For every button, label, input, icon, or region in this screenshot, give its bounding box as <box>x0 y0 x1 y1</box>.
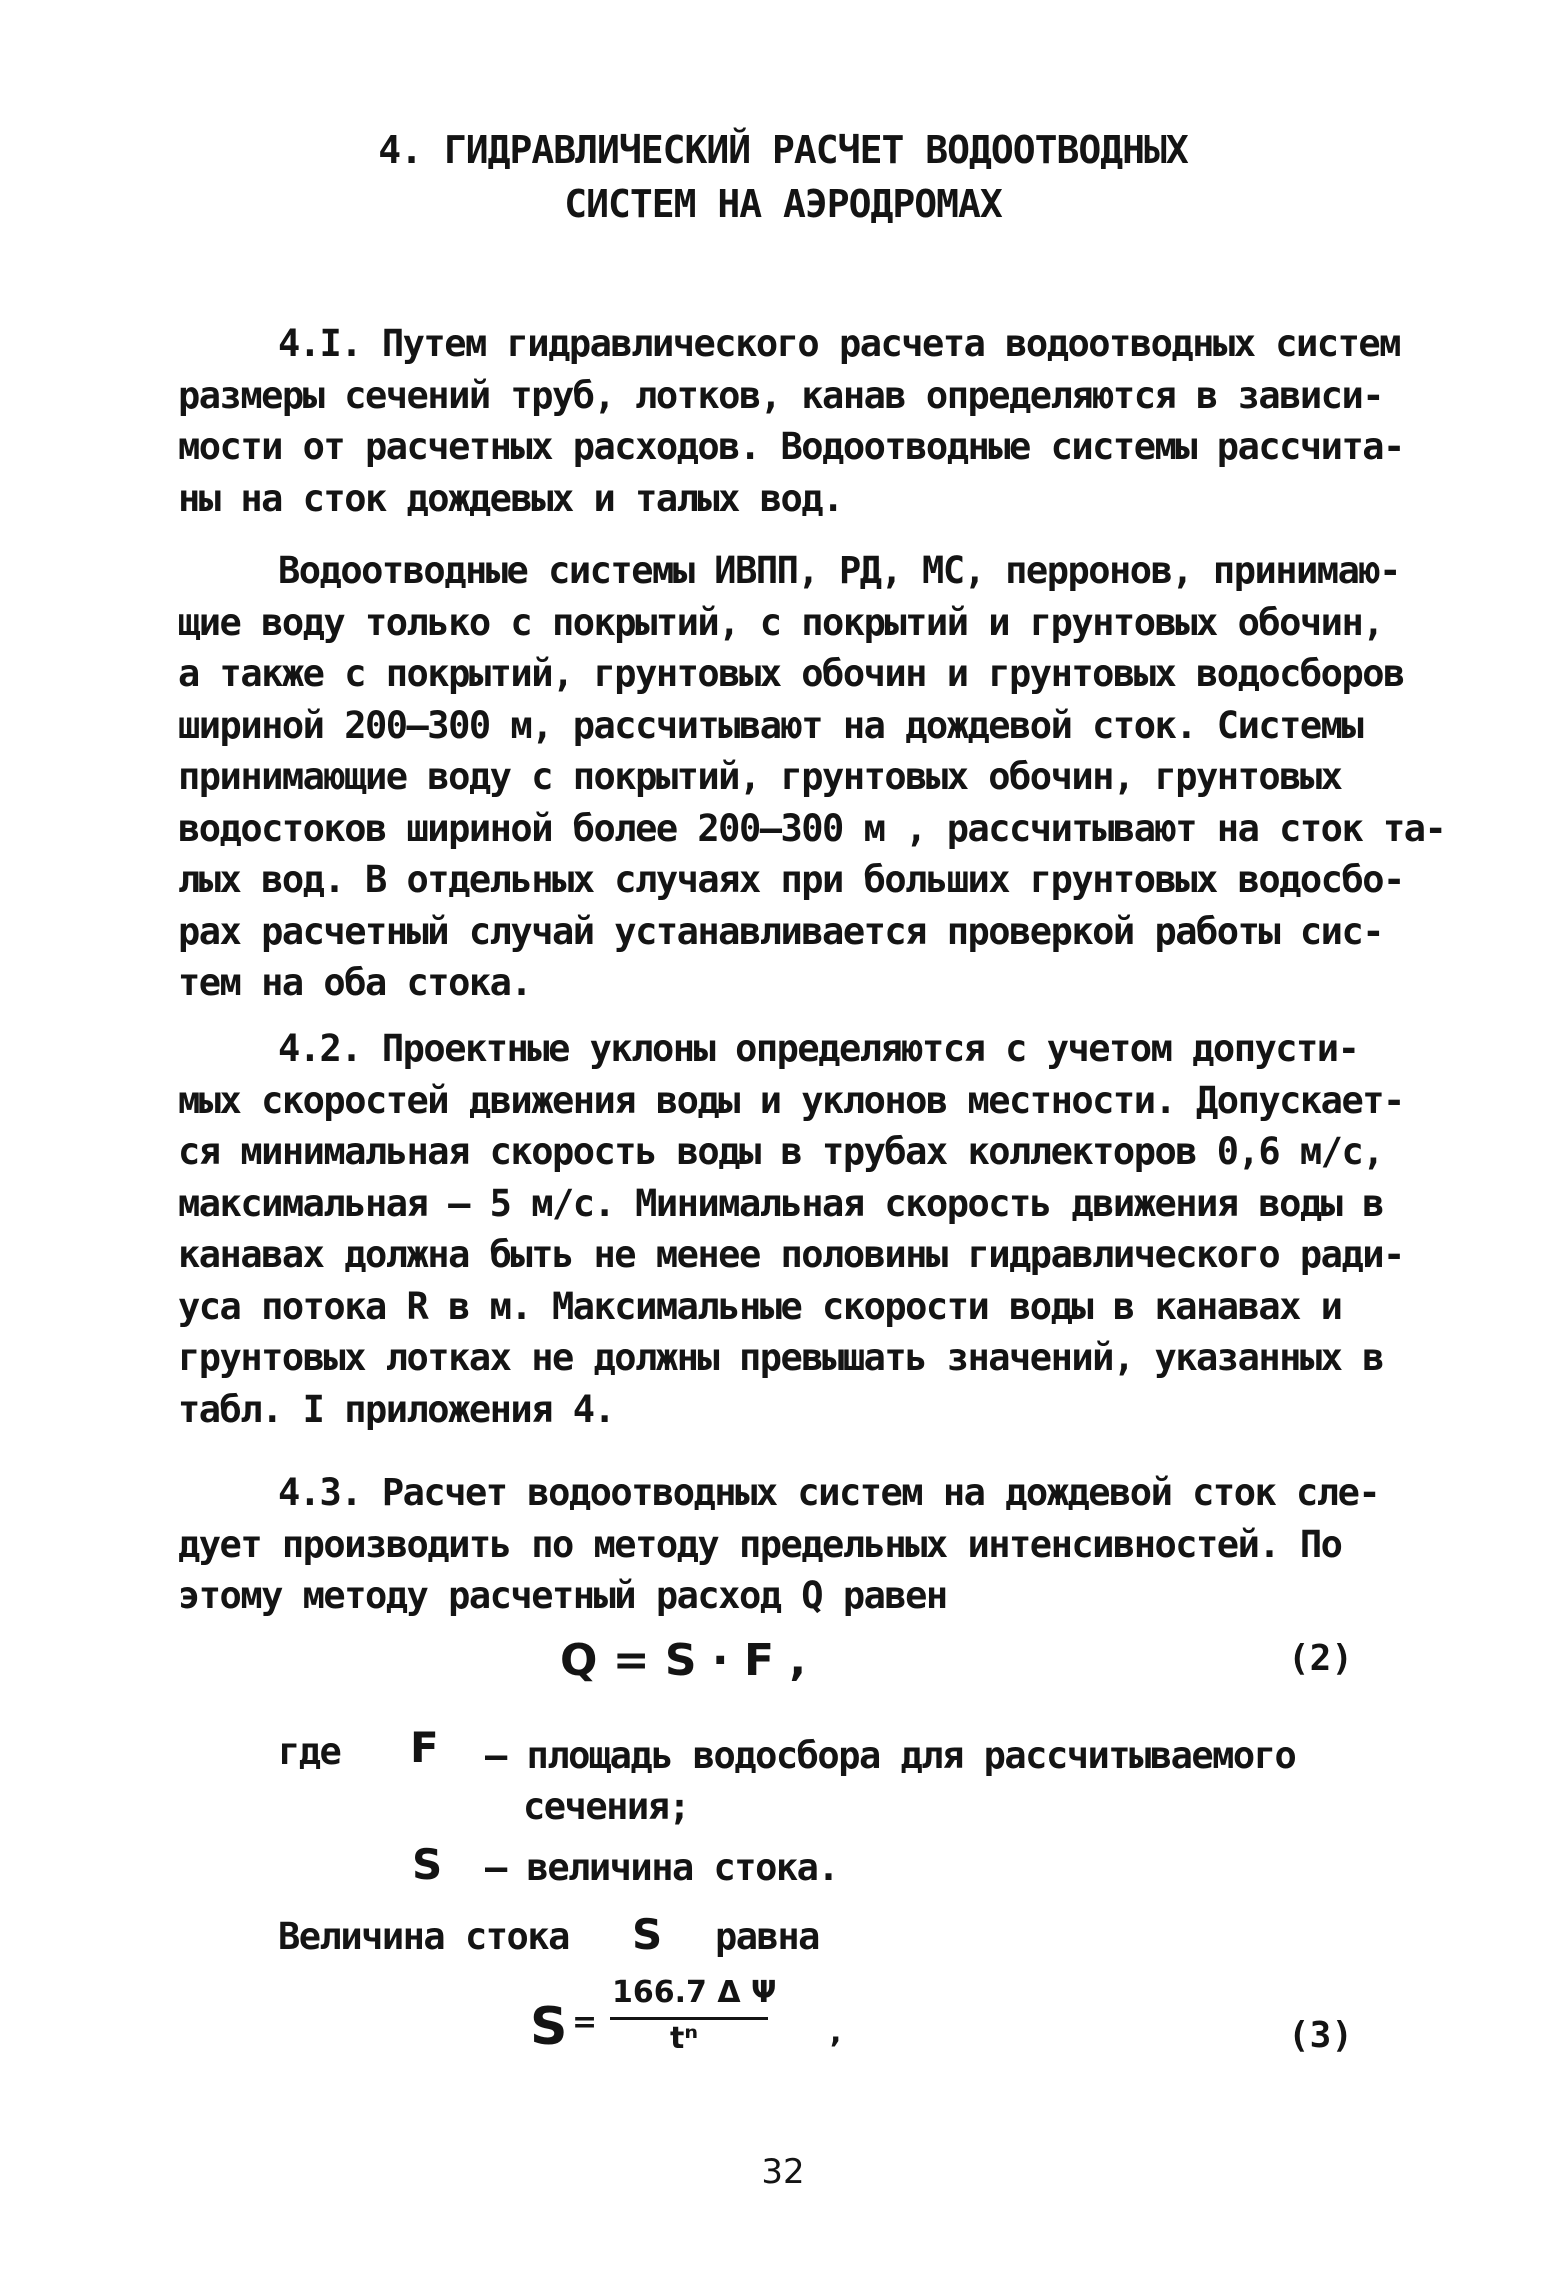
text-line: 4.3. Расчет водоотводных систем на дождевой сток сле- <box>278 1471 1380 1514</box>
formula-2-number: (2) <box>1288 1638 1354 1679</box>
text-line: а также с покрытий, грунтовых обочин и грунтовых водосборов <box>178 652 1404 695</box>
text-line: сечения; <box>523 1785 690 1828</box>
text-line: Водоотводные системы ИВПП, РД, МС, перронов, принимаю- <box>278 549 1400 592</box>
text-line: мых скоростей движения воды и уклонов местности. Допускает- <box>178 1078 1404 1122</box>
text-line: мости от расчетных расходов. Водоотводные системы рассчита- <box>178 425 1404 468</box>
text-line: шириной 200–300 м, рассчитывают на дождевой сток. Системы <box>178 703 1363 747</box>
text-line: уса потока R в м. Максимальные скорости воды в канавах и <box>178 1284 1342 1328</box>
text-line: ся минимальная скорость воды в трубах коллекторов 0,6 м/с, <box>178 1130 1384 1173</box>
formula-3-comma: , <box>830 2015 842 2050</box>
formula-3-equals: = <box>572 2005 598 2040</box>
text-line: 4.2. Проектные уклоны определяются с учетом допусти- <box>278 1027 1359 1070</box>
formula-3-lhs: S <box>530 1997 568 2057</box>
text-line: этому методу расчетный расход Q равен <box>178 1574 947 1617</box>
paragraph-4-1 <box>178 318 1418 524</box>
text-line: канавах должна быть не менее половины гидравлического ради- <box>178 1233 1404 1276</box>
formula-3-numerator: 166.7 Δ Ψ <box>612 1975 777 2010</box>
symbol-S-description: – величина стока. <box>485 1846 839 1889</box>
text-line: – площадь водосбора для рассчитываемого <box>485 1734 1296 1777</box>
text-line: щие воду только с покрытий, с покрытий и грунтовых обочин, <box>178 600 1384 644</box>
where-label: где <box>278 1730 341 1773</box>
text-line: дует производить по методу предельных интенсивностей. По <box>178 1522 1342 1566</box>
symbol-F: F <box>410 1723 438 1772</box>
paragraph-4-3 <box>178 1467 1418 1622</box>
text-line: лых вод. В отдельных случаях при больших грунтовых водосбо- <box>178 858 1404 901</box>
magnitude-equals: равна <box>715 1915 819 1958</box>
formula-3-denominator: tⁿ <box>670 2021 699 2056</box>
text-line: водостоков шириной более 200–300 м , рассчитывают на сток та- <box>178 806 1446 850</box>
section-heading-line-2: СИСТЕМ НА АЭРОДРОМАХ <box>564 182 1002 226</box>
formula-3-number: (3) <box>1288 2015 1354 2056</box>
text-line: тем на оба стока. <box>178 961 532 1004</box>
paragraph-drainage-systems <box>178 545 1446 1009</box>
section-heading-line-1: 4. ГИДРАВЛИЧЕСКИЙ РАСЧЕТ ВОДООТВОДНЫХ <box>378 128 1188 172</box>
text-line: размеры сечений труб, лотков, канав определяются в зависи- <box>178 373 1384 417</box>
magnitude-text: Величина стока <box>278 1915 569 1958</box>
text-line: рах расчетный случай устанавливается проверкой работы сис- <box>178 909 1384 953</box>
text-line: табл. I приложения 4. <box>178 1387 615 1431</box>
formula-2: Q = S · F , <box>560 1635 807 1686</box>
text-line: принимающие воду с покрытий, грунтовых обочин, грунтовых <box>178 755 1342 798</box>
paragraph-4-2 <box>178 1023 1418 1435</box>
magnitude-symbol: S <box>632 1910 661 1959</box>
page-number: 32 <box>761 2152 805 2192</box>
text-line: максимальная – 5 м/с. Минимальная скорость движения воды в <box>178 1181 1384 1225</box>
text-line: 4.I. Путем гидравлического расчета водоотводных систем <box>278 322 1400 365</box>
text-line: ны на сток дождевых и талых вод. <box>178 476 843 520</box>
text-line: грунтовых лотках не должны превышать значений, указанных в <box>178 1336 1384 1379</box>
symbol-F-description <box>485 1730 1345 1832</box>
symbol-S: S <box>412 1840 441 1889</box>
fraction-bar <box>610 2017 768 2020</box>
